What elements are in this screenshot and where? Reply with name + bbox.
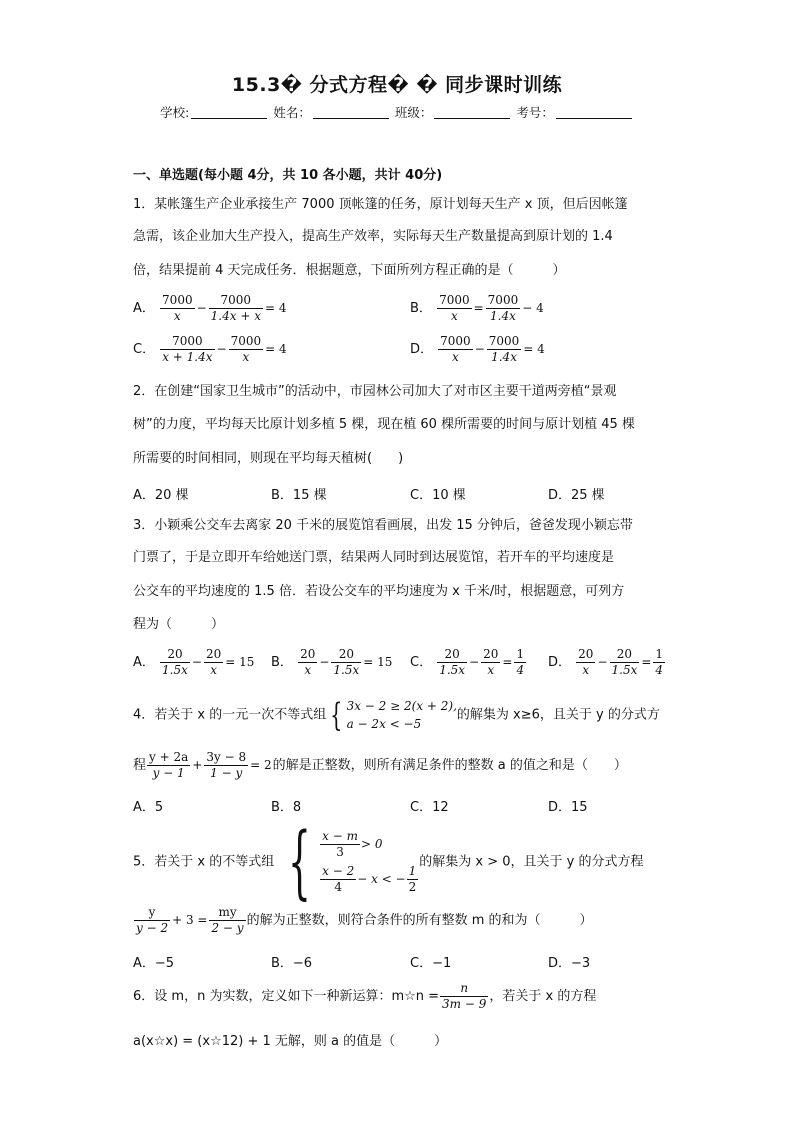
fraction: $\frac{20}{x}$ [483,647,499,677]
q3-option-b[interactable]: B． $\frac{20}{x}$ − $\frac{20}{1.5x}$ = 15 [271,647,393,677]
q5-line1: 5．若关于 x 的不等式组 { $\frac{x - m}{3}$ > 0 $\frac{x - 2}{4}$ − x < − $\frac{1}{2}$ 的解集为 x > 0，且关于 y 的分式方程 [133,815,644,908]
q3-line1: 3．小颖乘公交车去离家 20 千米的展览馆看画展，出发 15 分钟后，爸爸发现小颖忘带 [133,518,633,533]
q1-line3: 倍，结果提前 4 天完成任务．根据题意，下面所列方程正确的是（ ） [133,263,566,278]
q1-option-c[interactable]: C． $\frac{7000}{x + 1.4x}$ − $\frac{7000}{x}$ = 4 [133,334,287,364]
fraction: $\frac{my}{2 - y}$ [211,905,244,935]
fraction: $\frac{7000}{1.4x}$ [487,293,519,323]
fraction: $\frac{7000}{1.4x + x}$ [210,293,261,323]
q3-option-a[interactable]: A． $\frac{20}{1.5x}$ − $\frac{20}{x}$ = 15 [133,647,255,677]
student-info-row [0,103,794,121]
fraction: $\frac{7000}{x}$ [162,293,193,323]
school-blank[interactable] [191,106,267,119]
fraction: $\frac{y}{y - 2}$ [136,905,169,935]
fraction: $\frac{7000}{1.4x}$ [488,334,520,364]
q4-option-a[interactable]: A．5 [133,800,164,815]
q2-option-a[interactable]: A．20 棵 [133,488,189,503]
class-blank[interactable] [434,106,510,119]
q2-option-c[interactable]: C．10 棵 [410,488,466,503]
fraction: $\frac{7000}{x}$ [439,293,470,323]
fraction: $\frac{20}{1.5x}$ [439,647,466,677]
left-brace: { [288,815,312,908]
q2-line2: 树”的力度，平均每天比原计划多植 5 棵，现在植 60 棵所需要的时间与原计划植 45 棵 [133,417,635,432]
q3-option-d[interactable]: D． $\frac{20}{x}$ − $\frac{20}{1.5x}$ = $\frac{1}{4}$ [548,647,664,677]
fraction: $\frac{20}{1.5x}$ [611,647,638,677]
q5-line2: $\frac{y}{y - 2}$ + 3 = $\frac{my}{2 - y}$ 的解为正整数，则符合条件的所有整数 m 的和为（ ） [136,905,593,935]
q4-line1: 4．若关于 x 的一元一次不等式组 { 3x − 2 ≥ 2(x + 2), a − 2x < −5 的解集为 x≥6，且关于 y 的分式方 [133,696,660,734]
q6-line1: 6．设 m，n 为实数，定义如下一种新运算：m☆n = $\frac{n}{3m - 9}$ ，若关于 x 的方程 [133,981,597,1011]
exam-no-blank[interactable] [556,106,632,119]
q3-line3: 公交车的平均速度的 1.5 倍．若设公交车的平均速度为 x 千米/时，根据题意，可列方 [133,584,625,599]
q1-line1: 1．某帐篷生产企业承接生产 7000 顶帐篷的任务，原计划每天生产 x 顶，但后因帐篷 [133,197,628,212]
fraction: $\frac{7000}{x}$ [440,334,471,364]
q1-option-a[interactable]: A． $\frac{7000}{x}$ − $\frac{7000}{1.4x + x}$ = 4 [133,293,287,323]
fraction: $\frac{20}{x}$ [578,647,594,677]
q3-line2: 门票了，于是立即开车给她送门票，结果两人同时到达展览馆，若开车的平均速度是 [133,550,615,565]
school-label: 学校: [160,105,190,120]
q5-option-c[interactable]: C．−1 [410,956,452,971]
q4-option-d[interactable]: D．15 [548,800,588,815]
q4-option-c[interactable]: C．12 [410,800,449,815]
name-blank[interactable] [313,106,389,119]
fraction: $\frac{7000}{x + 1.4x}$ [162,334,213,364]
q4-line2: 程 $\frac{y + 2a}{y - 1}$ + $\frac{3y - 8}{1 - y}$ = 2的解是正整数，则所有满足条件的整数 a 的值之和是（ ） [133,750,627,780]
q2-line1: 2．在创建“国家卫生城市”的活动中，市园林公司加大了对市区主要干道两旁植“景观 [133,384,617,399]
q4-option-b[interactable]: B．8 [271,800,302,815]
fraction: $\frac{1}{4}$ [516,647,525,677]
q2-option-d[interactable]: D．25 棵 [548,488,605,503]
fraction: $\frac{1}{4}$ [655,647,664,677]
q5-option-a[interactable]: A．−5 [133,956,175,971]
q5-option-b[interactable]: B．−6 [271,956,313,971]
q5-option-d[interactable]: D．−3 [548,956,591,971]
fraction: $\frac{n}{3m - 9}$ [442,981,487,1011]
inequality-system: 3x − 2 ≥ 2(x + 2), a − 2x < −5 [346,699,457,731]
q3-line4: 程为（ ） [133,617,225,632]
exam-no-label: 考号： [516,105,554,120]
section-title: 一、单选题(每小题 4分，共 10 各小题，共计 40分) [133,168,443,183]
fraction: $\frac{20}{1.5x}$ [333,647,360,677]
class-label: 班级： [394,105,433,120]
fraction: $\frac{3y - 8}{1 - y}$ [206,750,247,780]
fraction: $\frac{20}{x}$ [300,647,316,677]
q6-line2: a(x☆x) = (x☆12) + 1 无解，则 a 的值是（ ） [133,1034,448,1049]
q2-option-b[interactable]: B．15 棵 [271,488,327,503]
inequality-system: $\frac{x - m}{3}$ > 0 $\frac{x - 2}{4}$ − x < − $\frac{1}{2}$ [322,829,417,894]
q1-line2: 急需，该企业加大生产投入，提高生产效率，实际每天生产数量提高到原计划的 1.4 [133,229,613,244]
fraction: $\frac{7000}{x}$ [230,334,262,364]
q1-option-d[interactable]: D． $\frac{7000}{x}$ − $\frac{7000}{1.4x}$ = 4 [410,334,545,364]
fraction: $\frac{y + 2a}{y - 1}$ [149,750,189,780]
q1-option-b[interactable]: B． $\frac{7000}{x}$ = $\frac{7000}{1.4x}$ − 4 [410,293,544,323]
left-brace: { [330,696,343,734]
fraction: $\frac{20}{1.5x}$ [162,647,188,677]
page-title: 15.3� 分式方程� � 同步课时训练 [231,74,563,96]
name-label: 姓名： [273,105,311,120]
fraction: $\frac{20}{x}$ [205,647,222,677]
q3-option-c[interactable]: C． $\frac{20}{1.5x}$ − $\frac{20}{x}$ = $\frac{1}{4}$ [410,647,525,677]
q2-line3: 所需要的时间相同，则现在平均每天植树( ) [133,451,404,466]
